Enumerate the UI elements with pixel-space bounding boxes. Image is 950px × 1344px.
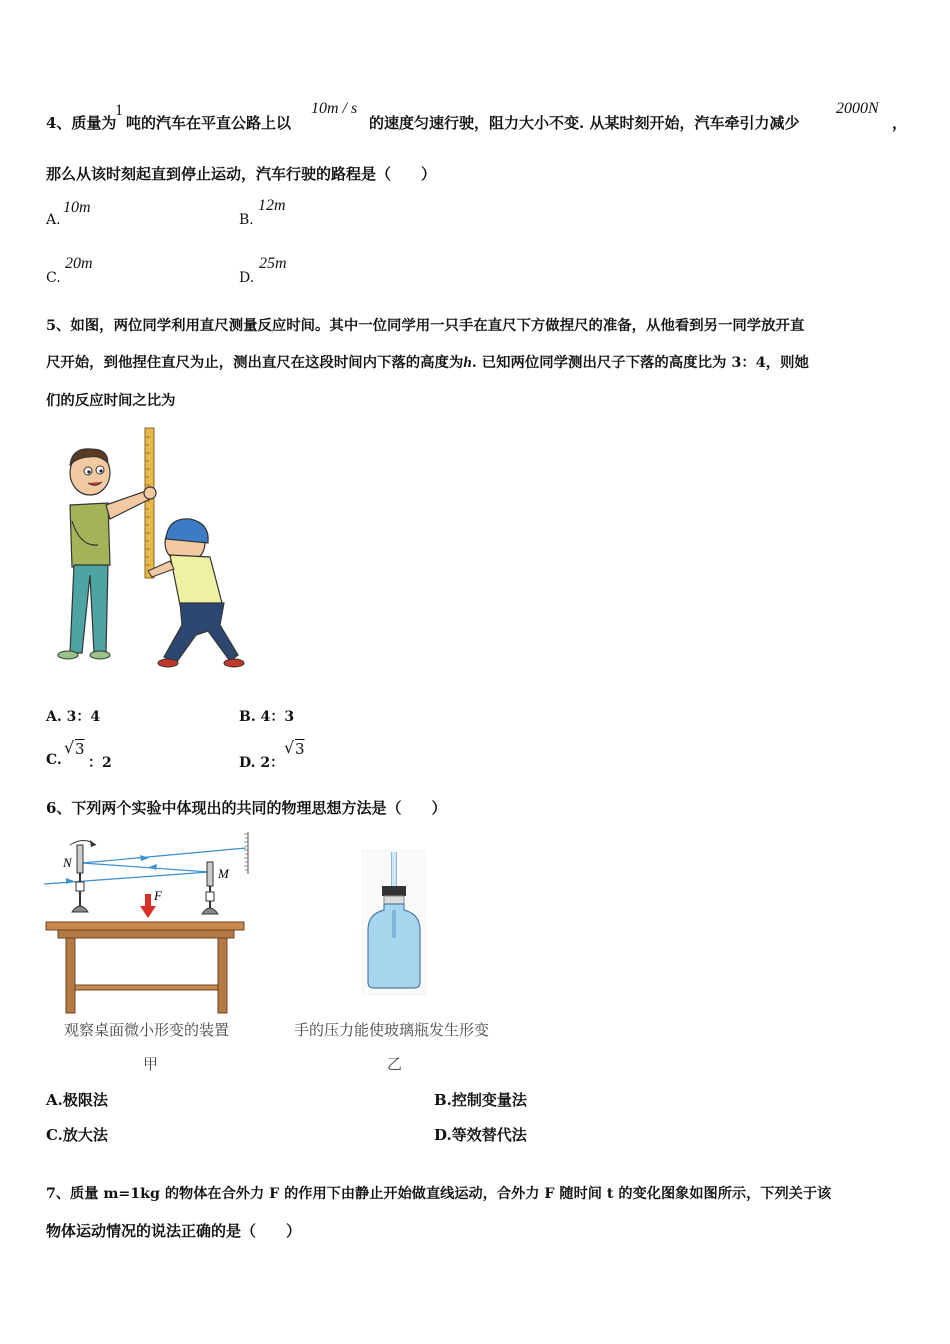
q4-line1 bbox=[46, 112, 116, 133]
q5-line2 bbox=[46, 351, 809, 372]
fig-jia-caption: 观察桌面微小形变的装置 bbox=[64, 1021, 230, 1039]
q4-prefix: 4、质量为 bbox=[46, 114, 117, 132]
q5-option-d-label[interactable]: D. 2： bbox=[239, 755, 285, 771]
fig-jia-tag: 甲 bbox=[143, 1055, 159, 1073]
sqrt-symbol: √ bbox=[284, 738, 295, 757]
q4-option-c-label[interactable]: C. bbox=[46, 270, 61, 286]
q4-mid1: 吨的汽车在平直公路上以 bbox=[126, 114, 292, 132]
q6-option-a[interactable]: A.极限法 bbox=[46, 1091, 108, 1109]
desk-deformation-figure bbox=[44, 830, 256, 1015]
q5-option-b[interactable]: B. 4：3 bbox=[239, 709, 295, 725]
q4-option-b-value[interactable]: 12m bbox=[258, 197, 286, 214]
q4-force: 2000N bbox=[836, 100, 879, 117]
q5-line2b: . 已知两位同学测出尺子下落的高度比为 3：4，则她 bbox=[471, 354, 809, 371]
fig-yi-caption: 手的压力能使玻璃瓶发生形变 bbox=[294, 1021, 490, 1039]
q5-line2a: 尺开始，到他捏住直尺为止，测出直尺在这段时间内下落的高度为 bbox=[46, 354, 464, 371]
q7-line1: 7、质量 m=1kg 的物体在合外力 F 的作用下由静止开始做直线运动，合外力 F 随时间 t 的变化图象如图所示，下列关于该 bbox=[46, 1186, 832, 1202]
q4-option-c-value[interactable]: 20m bbox=[65, 255, 93, 272]
glass-bottle-figure bbox=[362, 850, 426, 995]
q4-mass: 1 bbox=[115, 102, 123, 119]
q4-option-a-label[interactable]: A. bbox=[46, 212, 61, 228]
q5-line3: 们的反应时间之比为 bbox=[46, 392, 176, 409]
q4-option-d-value[interactable]: 25m bbox=[259, 255, 287, 272]
q4-line2: 那么从该时刻起直到停止运动，汽车行驶的路程是（ ） bbox=[46, 165, 437, 183]
q4-option-b-label[interactable]: B. bbox=[239, 212, 254, 228]
sqrt-symbol: √ bbox=[64, 738, 75, 757]
q4-option-a-value[interactable]: 10m bbox=[63, 199, 91, 216]
q5-option-a[interactable]: A. 3：4 bbox=[46, 709, 101, 725]
q4-comma: ， bbox=[892, 114, 908, 132]
label-n: N bbox=[63, 855, 72, 870]
q5-option-d-root: 3 bbox=[295, 740, 305, 758]
fig-yi-tag: 乙 bbox=[387, 1055, 403, 1073]
q5-option-c-root: 3 bbox=[75, 740, 85, 758]
q5-option-c-tail[interactable]: ：2 bbox=[88, 755, 112, 771]
q5-line1: 5、如图，两位同学利用直尺测量反应时间。其中一位同学用一只手在直尺下方做捏尺的准备，从他看到另一同学放开直 bbox=[46, 317, 805, 334]
q7-line2: 物体运动情况的说法正确的是（ ） bbox=[46, 1222, 302, 1240]
q4-speed: 10m / s bbox=[311, 100, 358, 117]
q5-h: h bbox=[463, 355, 472, 371]
label-m: M bbox=[218, 866, 229, 881]
q4-mid2: 的速度匀速行驶，阻力大小不变. 从某时刻开始，汽车牵引力减少 bbox=[369, 114, 800, 132]
q6-stem: 6、下列两个实验中体现出的共同的物理思想方法是（ ） bbox=[46, 799, 447, 817]
ruler-reaction-illustration bbox=[50, 425, 245, 675]
q6-option-d[interactable]: D.等效替代法 bbox=[434, 1126, 527, 1144]
q6-option-c[interactable]: C.放大法 bbox=[46, 1126, 108, 1144]
q4-option-d-label[interactable]: D. bbox=[239, 270, 255, 286]
q5-option-c-label[interactable]: C. bbox=[46, 752, 62, 768]
label-f: F bbox=[154, 888, 162, 903]
q6-option-b[interactable]: B.控制变量法 bbox=[434, 1091, 527, 1109]
